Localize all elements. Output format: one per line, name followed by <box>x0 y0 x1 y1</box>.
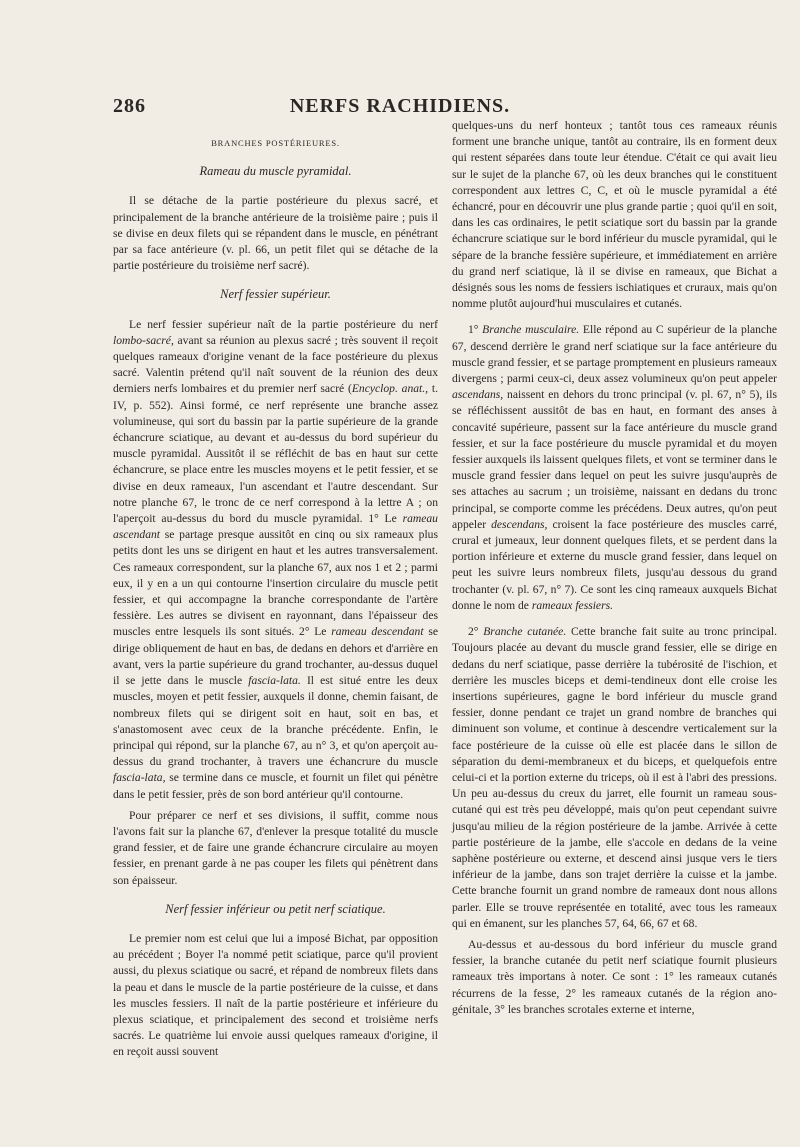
text-run: 2° <box>468 625 479 639</box>
text-run: t. IV, p. 552). Ainsi formé, ce nerf représente une branche assez volumineuse, qui sort du bassin par la partie supérieure de la grande échancrure sciatique, au devant et au-dessus du bord supérieur du muscle pyramidal. Aussitôt il se réfléchit de bas en haut sur cette échancrure, se place entre les muscles moyens et le petit fessier, et se divise en deux rameaux, l'un ascendant et l'autre descendant. Sur notre planche 67, le tronc de ce nerf correspond à la lettre A ; on l'aperçoit au-dessus du bord du muscle pyramidal. 1° Le <box>113 382 438 526</box>
paragraph-continued: quelques-uns du nerf honteux ; tantôt tous ces rameaux réunis forment une branche unique, tantôt au contraire, ils en forment deux qui restent séparées dans toute leur étendue. C'était ce qui avait lieu sur le sujet de la planche 67, où les deux branches qui le constituent correspondent aux lettres C, C, et où le muscle pyramidal a été échancré, pour en découvrir une plus grande partie ; quoi qu'il en soit, dans les cas ordinaires, le petit sciatique sort du bassin par la grande échancrure sciatique sur le bord inférieur du muscle pyramidal, qui le sépare de la branche fessière supérieure, et immédiatement en arrière du grand nerf sciatique, là il se divise en rameaux, que Bichat a désignés sous les noms de fessiers ischiatiques et cruraux, mais qu'on nomme plutôt aujourd'hui musculaires et cutanés. <box>452 119 777 311</box>
paragraph-branche-musculaire <box>452 322 777 614</box>
text-run: se partage presque aussitôt en cinq ou six rameaux plus petits dont les uns se dirigent en haut et les autres transversalement. Ces rameaux correspondent, sur la planche 67, aux nos 1 et 2 ; parmi eux, il y en a un qui contourne l'insertion circulaire du muscle petit fessier, et qui accompagne la branche correspondante de l'artère fessière. Les autres se divisent en rayonnant, dans l'épaisseur des muscles entre lesquels ils sont situés. 2° Le <box>113 528 438 639</box>
italic-run: rameau descendant <box>331 625 424 639</box>
italic-run: ascendans, <box>452 388 504 402</box>
italic-run: Branche musculaire. <box>482 323 580 337</box>
page-number: 286 <box>113 95 146 117</box>
paragraph-preparation: Pour préparer ce nerf et ses divisions, il suffit, comme nous l'avons fait sur la planche 67, d'enlever la presque totalité du muscle grand fessier, et de faire une grande échancrure circulaire au moyen fessier, en prenant garde à ne pas couper les filets qui pénètrent dans son épaisseur. <box>113 808 438 887</box>
text-run: se termine dans ce muscle, et fournit un filet qui pénètre dans le petit fessier, près de son bord antérieur qu'il contourne. <box>113 771 438 801</box>
paragraph-fessier-inferieur: Le premier nom est celui que lui a imposé Bichat, par opposition au précédent ; Boyer l'a nommé petit sciatique, parce qu'il provient aussi, du plexus sciatique ou sacré, et répand de nombreux filets dans la peau et dans le muscle de la partie postérieure de la cuisse, et dans les muscles fessiers. Il naît de la partie postérieure et inférieure du plexus sciatique, et principalement des second et troisième nerfs sacrés. Le quatrième lui envoie aussi quelques rameaux d'origine, il en reçoit aussi souvent <box>113 931 438 1059</box>
italic-run: descendans, <box>491 517 548 531</box>
text-run: Elle répond au C supérieur de la planche 67, descend derrière le grand nerf sciatique sur la face antérieure du muscle grand fessier, et se partage promptement en plusieurs rameaux divergens ; parmi ceux-ci, deux assez volumineux qu'on peut appeler <box>452 323 778 386</box>
left-column <box>113 118 438 1066</box>
text-run: 1° <box>468 323 479 337</box>
text-run: Cette branche fait suite au tronc principal. Toujours placée au devant du muscle grand fessier, elle se dirige en dedans du nerf sciatique, passe derrière la tubérosité de l'ischion, et derrière les muscles biceps et demi-tendineux dont elle croise les insertions supérieures, gagne le bord inférieur du muscle grand fessier, donne pendant ce trajet un grand nombre de branches qui diminuent son volume, et continue à descendre verticalement sur la face postérieure de la cuisse où elle est placée dans le sillon de séparation du demi-membraneux et du biceps, et quelquefois entre celui-ci et la portion externe du triceps, où il est à l'abri des pressions. Un peu au-dessus du creux du jarret, elle fournit un rameau sous-cutané qui est très peu développé, mais qu'on peut cependant suivre jusqu'au milieu de la région postérieure de la jambe. Arrivée à cette partie postérieure de la jambe, elle s'accole en dedans de la veine saphène postérieure ou externe, et descend ainsi jusque vers le tiers inférieur de la jambe, dans son trajet derrière la cuisse et la jambe. Cette branche fournit un grand nombre de rameaux dont nous allons parler. Elle se trouve représentée en totalité, avec tous les rameaux qui en émanent, sur les planches 57, 64, 66, 67 et 68. <box>452 625 778 930</box>
running-title: NERFS RACHIDIENS. <box>289 95 511 117</box>
text-run: Il est situé entre les deux muscles, moyen et petit fessier, auxquels il donne, chemin faisant, de nombreux filets qui se dirigent soit en haut, soit en bas, et s'anastomosent avec ceux de la branche précédente. Enfin, le principal qui répond, sur la planche 67, au n° 3, et qu'on aperçoit au-dessus du grand trochanter, à travers une échancrure du muscle <box>113 674 439 769</box>
text-run: avant sa réunion au plexus sacré ; très souvent il reçoit quelques rameaux d'origine venant de la face postérieure du plexus sacré. Valentin prétend qu'il naît souvent de la réunion des deux derniers nerfs lombaires et du premier nerf sacré ( <box>113 333 438 396</box>
italic-run: Branche cutanée. <box>483 625 567 639</box>
paragraph-fessier-superieur <box>113 317 438 803</box>
paragraph-pyramidal: Il se détache de la partie postérieure du plexus sacré, et principalement de la branche antérieure de la troisième paire ; puis il se divise en deux filets qui se répandent dans le muscle, en pénétrant par sa face antérieure (v. pl. 66, un petit filet qui se détache de la partie postérieure du troisième nerf sacré). <box>113 194 438 273</box>
heading-pyramidal: Rameau du muscle pyramidal. <box>199 164 352 179</box>
italic-run: lombo-sacré, <box>113 333 174 347</box>
right-column <box>452 118 777 1023</box>
text-run: Le nerf fessier supérieur naît de la partie postérieure du nerf <box>129 317 438 331</box>
italic-run: rameaux fessiers. <box>531 598 614 612</box>
text-run: se dirige obliquement de haut en bas, de dedans en dehors et d'arrière en avant, vers la partie supérieure du grand trochanter, au-dessus duquel il se jette dans le muscle <box>113 625 438 688</box>
text-run: naissent en dehors du tronc principal (v. pl. 67, n° 5), ils se réfléchissent aussitôt de bas en haut, en formant des anses à concavité supérieure, passent sur la face antérieure du muscle grand fessier, et sur la face postérieure du muscle pyramidal et du moyen fessier auxquels ils laissent quelques filets, et vont se terminer dans le muscle grand fessier dans lequel on peut les suivre jusqu'auprès de ses attaches au sacrum ; un troisième, naissant en dedans du tronc principal, se comporte comme les précédens. Deux autres, qu'on peut appeler <box>452 388 777 531</box>
section-heading: BRANCHES POSTÉRIEURES. <box>211 138 340 148</box>
italic-run: fascia-lata, <box>113 771 166 785</box>
italic-run: fascia-lata. <box>248 674 301 688</box>
text-run: croisent la face postérieure des muscles carré, crural et jumeaux, leur donnent quelques filets, et se perdent dans la portion inférieure et externe du muscle grand fessier, dans lequel on peut les suivre leurs nombreux filets, jusqu'au dessous du grand trochanter (v. pl. 67, n° 7). Ce sont les cinq rameaux auxquels Bichat donne le nom de <box>452 517 778 612</box>
heading-fessier-inferieur: Nerf fessier inférieur ou petit nerf sciatique. <box>165 901 386 916</box>
heading-fessier-superieur: Nerf fessier supérieur. <box>220 287 331 302</box>
paragraph-final: Au-dessus et au-dessous du bord inférieur du muscle grand fessier, la branche cutanée du petit nerf sciatique fournit plusieurs rameaux très importans à noter. Ce sont : 1° les rameaux cutanés récurrens de la fesse, 2° les rameaux cutanés de la région ano-génitale, 3° les branches scrotales externe et interne, <box>452 937 777 1016</box>
italic-run: rameau ascendant <box>113 512 438 542</box>
italic-run: Encyclop. anat., <box>351 382 429 396</box>
paragraph-branche-cutanee <box>452 624 777 932</box>
